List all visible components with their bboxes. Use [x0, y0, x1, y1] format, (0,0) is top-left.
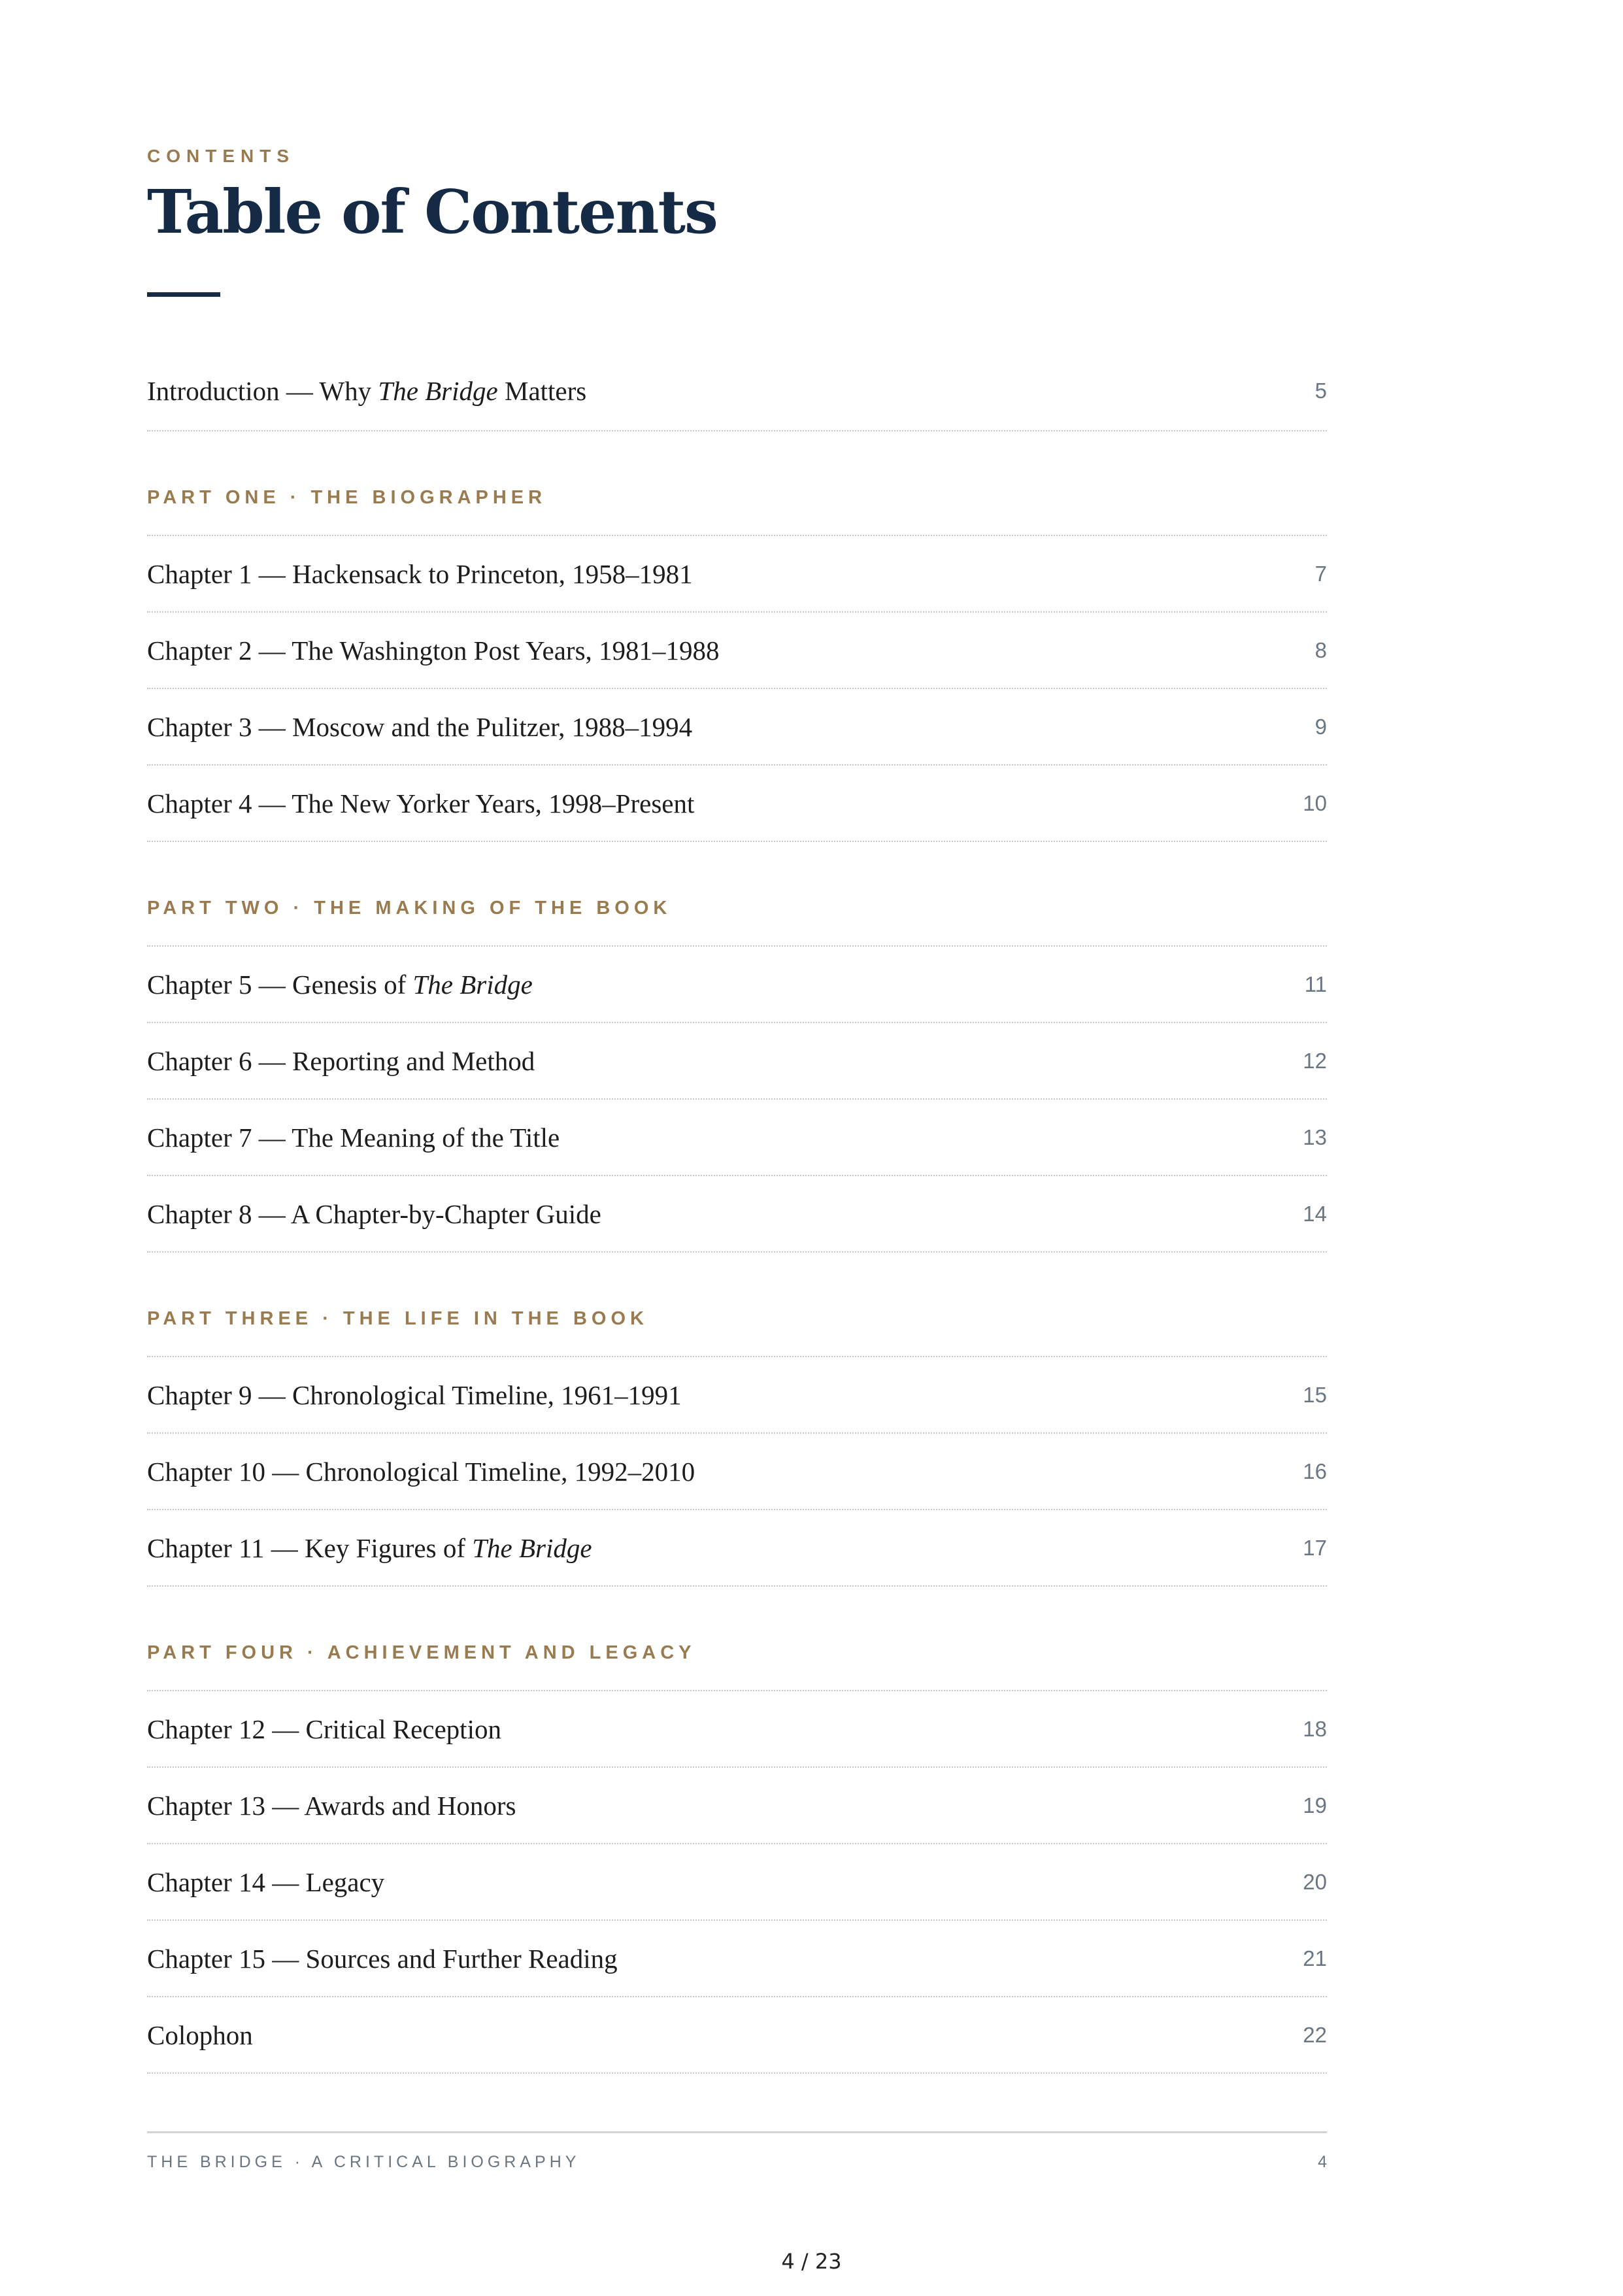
toc-page-number: 10 [1303, 791, 1327, 815]
toc-entry-label: Chapter 14 — Legacy [147, 1867, 385, 1897]
toc-entry-label: Chapter 9 — Chronological Timeline, 1961–1991 [147, 1380, 682, 1410]
toc-entry[interactable] [147, 1921, 1327, 1997]
toc-entry[interactable] [147, 689, 1327, 766]
toc-entry-label: Chapter 15 — Sources and Further Reading [147, 1944, 618, 1974]
toc-entry-label: Chapter 12 — Critical Reception [147, 1714, 501, 1744]
toc-entry-label: Colophon [147, 2020, 253, 2050]
toc-page-number: 11 [1304, 972, 1327, 996]
toc-page-number: 12 [1303, 1049, 1327, 1073]
part-label: PART THREE · THE LIFE IN THE BOOK [147, 1308, 648, 1329]
toc-entry-introduction[interactable] [147, 353, 1327, 431]
toc-entry-label: Introduction — Why The Bridge Matters [147, 376, 587, 406]
toc-page-number: 9 [1314, 715, 1327, 739]
toc-entry[interactable] [147, 536, 1327, 613]
part-label: PART ONE · THE BIOGRAPHER [147, 487, 547, 508]
toc-page-number: 5 [1314, 379, 1327, 403]
part-heading [147, 1587, 1327, 1691]
toc-page-number: 19 [1303, 1793, 1327, 1817]
toc-page-number: 13 [1303, 1125, 1327, 1149]
toc-page-number: 17 [1303, 1536, 1327, 1560]
toc-page-number: 15 [1303, 1383, 1327, 1407]
toc-entry[interactable] [147, 1023, 1327, 1100]
toc-page-number: 22 [1303, 2023, 1327, 2047]
part-heading [147, 842, 1327, 947]
part-heading [147, 1253, 1327, 1357]
toc-entry[interactable] [147, 1691, 1327, 1768]
table-of-contents [147, 353, 1327, 2074]
toc-entry-label: Chapter 6 — Reporting and Method [147, 1046, 535, 1076]
toc-entry[interactable] [147, 947, 1327, 1023]
toc-page-number: 7 [1314, 562, 1327, 586]
toc-entry[interactable] [147, 766, 1327, 842]
footer-rule [147, 2131, 1327, 2133]
toc-entry[interactable] [147, 1844, 1327, 1921]
toc-page-number: 8 [1314, 638, 1327, 662]
toc-entry-label: Chapter 11 — Key Figures of The Bridge [147, 1533, 592, 1563]
toc-entry[interactable] [147, 613, 1327, 689]
toc-entry[interactable] [147, 1510, 1327, 1587]
toc-entry-label: Chapter 4 — The New Yorker Years, 1998–Present [147, 788, 695, 819]
toc-entry-label: Chapter 10 — Chronological Timeline, 1992–2010 [147, 1457, 695, 1487]
toc-entry-label: Chapter 1 — Hackensack to Princeton, 1958–1981 [147, 559, 693, 589]
toc-entry[interactable] [147, 1434, 1327, 1510]
toc-entry-label: Chapter 2 — The Washington Post Years, 1981–1988 [147, 635, 720, 666]
toc-entry-label: Chapter 7 — The Meaning of the Title [147, 1123, 560, 1153]
toc-entry-label: Chapter 8 — A Chapter-by-Chapter Guide [147, 1199, 601, 1229]
toc-entry-label: Chapter 5 — Genesis of The Bridge [147, 970, 533, 1000]
toc-page-number: 16 [1303, 1459, 1327, 1483]
toc-page-number: 21 [1303, 1946, 1327, 1970]
part-label: PART TWO · THE MAKING OF THE BOOK [147, 898, 672, 919]
toc-entry[interactable] [147, 1100, 1327, 1176]
toc-page-number: 20 [1303, 1870, 1327, 1894]
toc-page-number: 14 [1303, 1202, 1327, 1226]
part-label: PART FOUR · ACHIEVEMENT AND LEGACY [147, 1642, 696, 1663]
toc-page-number: 18 [1303, 1717, 1327, 1741]
viewer-page-indicator: 4 / 23 [781, 2249, 842, 2274]
toc-entry-label: Chapter 3 — Moscow and the Pulitzer, 1988–1994 [147, 712, 693, 742]
running-title: THE BRIDGE · A CRITICAL BIOGRAPHY [147, 2153, 580, 2171]
page-title: Table of Contents [147, 177, 717, 247]
part-heading [147, 431, 1327, 536]
toc-entry[interactable] [147, 1357, 1327, 1434]
title-rule [147, 292, 220, 297]
toc-entry-label: Chapter 13 — Awards and Honors [147, 1791, 516, 1821]
toc-entry[interactable] [147, 1176, 1327, 1253]
toc-entry[interactable] [147, 1768, 1327, 1844]
section-eyebrow: CONTENTS [147, 146, 295, 166]
footer-page-number: 4 [1318, 2153, 1327, 2171]
toc-entry[interactable] [147, 1997, 1327, 2074]
